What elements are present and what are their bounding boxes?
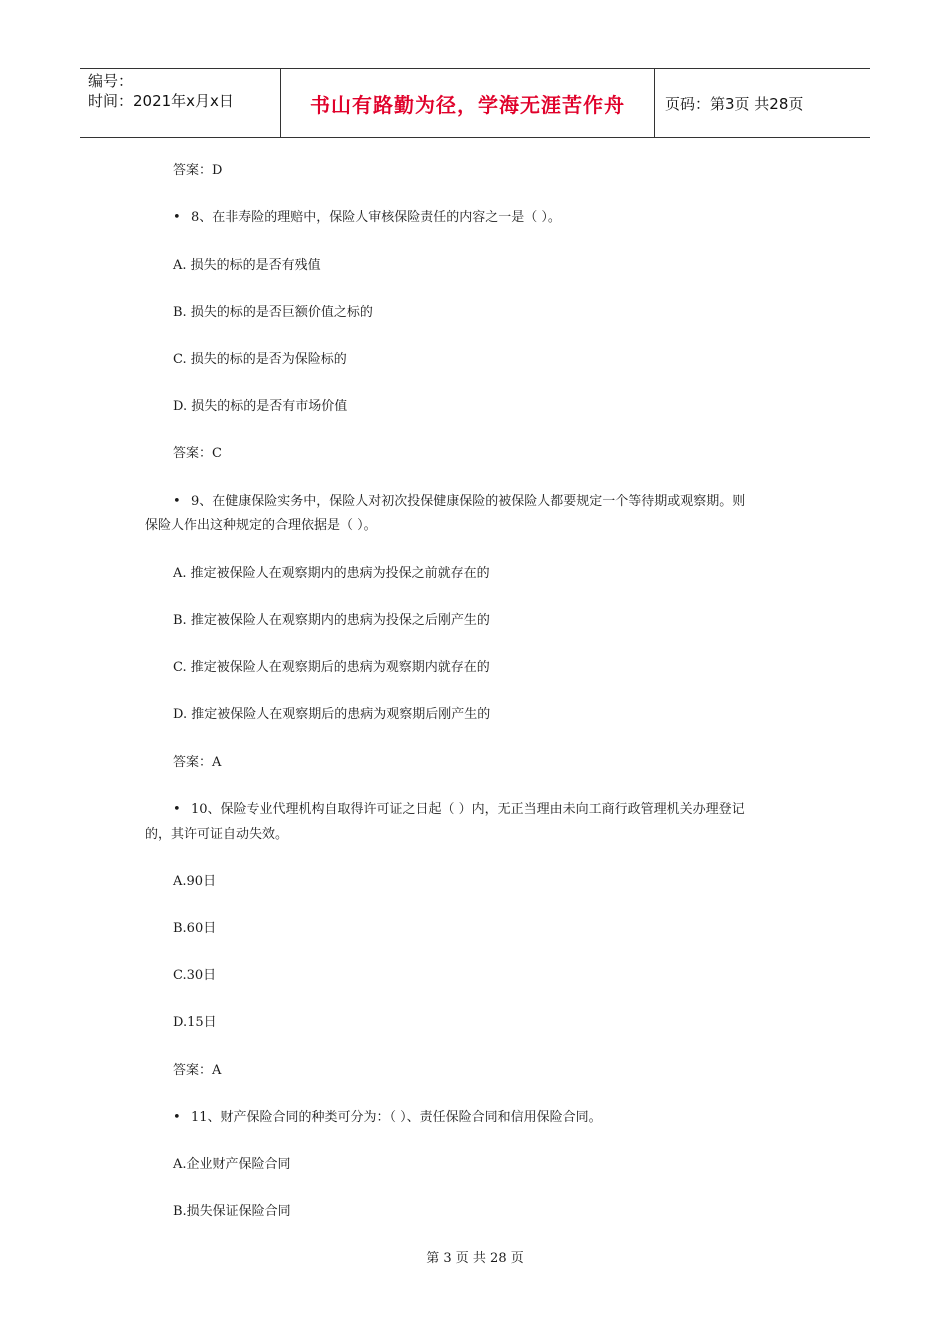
option-9d: D. 推定被保险人在观察期后的患病为观察期后刚产生的 — [173, 707, 491, 722]
document-number-label: 编号： — [88, 72, 134, 90]
option-10d: D.15日 — [173, 1015, 217, 1030]
question-8-text: 8、在非寿险的理赔中，保险人审核保险责任的内容之一是（ ）。 — [191, 210, 561, 225]
bullet-icon: • — [173, 494, 181, 509]
bullet-icon: • — [173, 1110, 181, 1125]
option-10c: C.30日 — [173, 968, 217, 983]
page-footer: 第 3 页 共 28 页 — [426, 1251, 524, 1266]
question-10 — [173, 801, 745, 819]
option-10a: A.90日 — [173, 874, 217, 889]
question-10-continued: 的，其许可证自动失效。 — [145, 827, 289, 842]
option-8d: D. 损失的标的是否有市场价值 — [173, 399, 348, 414]
question-9 — [173, 493, 745, 511]
option-8c: C. 损失的标的是否为保险标的 — [173, 352, 347, 367]
question-11 — [173, 1109, 602, 1127]
option-8b: B. 损失的标的是否巨额价值之标的 — [173, 305, 373, 320]
bullet-icon: • — [173, 210, 181, 225]
option-9a: A. 推定被保险人在观察期内的患病为投保之前就存在的 — [173, 566, 490, 581]
header-meta — [80, 69, 281, 137]
answer-8: 答案：C — [173, 446, 222, 461]
question-9-text: 9、在健康保险实务中，保险人对初次投保健康保险的被保险人都要规定一个等待期或观察期。则 — [191, 494, 746, 509]
answer-10: 答案：A — [173, 1063, 222, 1078]
question-10-text: 10、保险专业代理机构自取得许可证之日起（ ）内，无正当理由未向工商行政管理机关办理登记 — [191, 802, 745, 817]
option-11a: A.企业财产保险合同 — [173, 1157, 291, 1172]
header-page-label: 页码：第3页 共28页 — [665, 94, 804, 113]
bullet-icon: • — [173, 802, 181, 817]
option-9b: B. 推定被保险人在观察期内的患病为投保之后刚产生的 — [173, 613, 490, 628]
document-time-label: 时间：2021年x月x日 — [88, 92, 234, 110]
question-8 — [173, 209, 561, 227]
answer-7: 答案：D — [173, 163, 223, 178]
option-10b: B.60日 — [173, 921, 217, 936]
option-11b: B.损失保证保险合同 — [173, 1204, 291, 1219]
question-11-text: 11、财产保险合同的种类可分为：（ ）、责任保险合同和信用保险合同。 — [191, 1110, 602, 1125]
header-motto: 书山有路勤为径，学海无涯苦作舟 — [281, 69, 655, 137]
option-9c: C. 推定被保险人在观察期后的患病为观察期内就存在的 — [173, 660, 490, 675]
option-8a: A. 损失的标的是否有残值 — [173, 258, 321, 273]
page-header — [80, 68, 870, 138]
answer-9: 答案：A — [173, 755, 222, 770]
question-9-continued: 保险人作出这种规定的合理依据是（ ）。 — [145, 518, 377, 533]
